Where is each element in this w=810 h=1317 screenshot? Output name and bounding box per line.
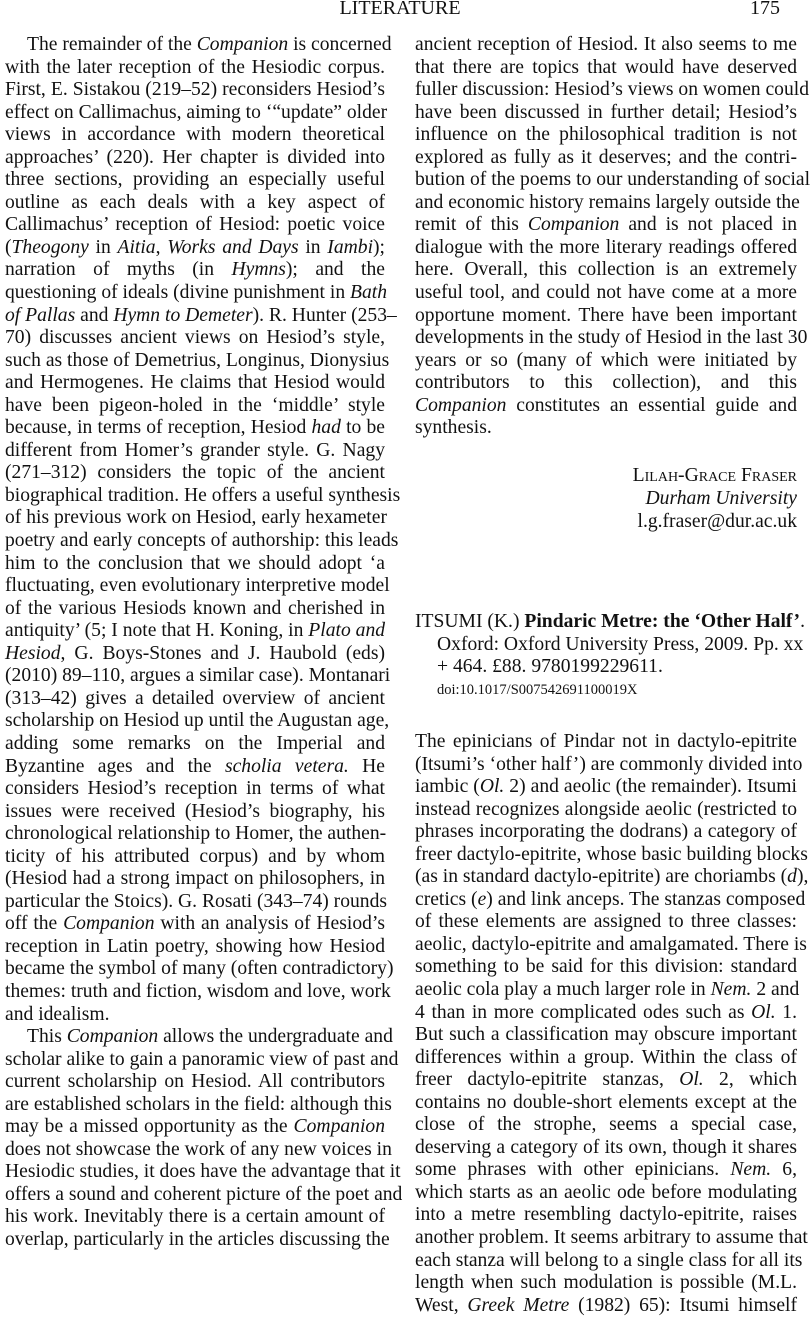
- text-line: [5, 620, 385, 643]
- text-line: [5, 1138, 392, 1162]
- running-head: LITERATURE: [339, 0, 461, 19]
- right-column-review-body: [415, 731, 809, 1317]
- text-line: [5, 79, 385, 102]
- text-line: [5, 980, 391, 1004]
- text-run: chronological relationship to Homer, the authen-: [5, 823, 387, 845]
- text-run: different from Homer’s grander style. G. Nagy: [5, 439, 385, 461]
- doi: doi:10.1017/S007542691100019X: [437, 681, 638, 698]
- text-run: explored as fully as it deserves; and the contri-: [415, 146, 797, 168]
- reviewer-name: Lilah-Grace Fraser: [632, 465, 797, 486]
- text-line: [415, 214, 797, 237]
- text-line: [415, 1159, 797, 1182]
- text-run: with the later reception of the Hesiodic corpus.: [5, 56, 385, 78]
- text-run: such as those of Demetrius, Longinus, Dionysius: [5, 349, 390, 371]
- text-line: [5, 304, 397, 328]
- text-run: some phrases with other epinicians.: [415, 1159, 731, 1181]
- italic-text: Nem.: [730, 1159, 772, 1181]
- text-run: 1.: [775, 1001, 798, 1023]
- text-line: [415, 1137, 797, 1160]
- text-run: narration of myths (in: [5, 259, 232, 281]
- text-run: which starts as an aeolic ode before modulating: [415, 1181, 797, 1203]
- title-period: .: [800, 611, 805, 632]
- text-run: became the symbol of many (often contradictory): [5, 958, 394, 980]
- text-line: [415, 1024, 797, 1047]
- text-run: Callimachus’ reception of Hesiod: poetic voice: [5, 214, 385, 236]
- text-line: [5, 890, 388, 914]
- text-line: [415, 1114, 797, 1137]
- book-author: ITSUMI (K.): [415, 611, 525, 632]
- text-run: 2) and aeolic (the remainder). Itsumi: [504, 776, 797, 798]
- text-run: , G. Boys-Stones and J. Haubold (eds): [60, 642, 385, 664]
- text-run: constitutes an essential guide and: [506, 394, 797, 416]
- text-line: [5, 801, 385, 824]
- italic-text: e: [477, 888, 487, 910]
- text-run: biographical tradition. He offers a useful synthesis: [5, 484, 401, 506]
- text-line: [5, 756, 385, 779]
- text-line: [5, 1228, 390, 1252]
- text-run: fuller discussion: Hesiod’s views on women could: [415, 79, 810, 101]
- text-run: issues were received (Hesiod’s biography, his: [5, 800, 385, 822]
- text-run: him to the conclusion that we should adopt ‘a: [5, 552, 385, 574]
- text-line: [5, 710, 390, 733]
- italic-text: d: [787, 866, 797, 888]
- text-run: He: [348, 755, 385, 777]
- italic-text: Hesiod: [5, 642, 61, 664]
- text-line: [5, 1071, 385, 1094]
- text-line: [5, 823, 385, 846]
- text-line: [5, 643, 385, 666]
- text-run: and idealism.: [5, 1003, 110, 1025]
- text-run: years or so (many of which were initiated by: [415, 349, 797, 371]
- text-run: offers a sound and coherent picture of the poet and: [5, 1183, 403, 1205]
- text-line: [415, 1272, 797, 1295]
- left-column: [5, 34, 403, 1252]
- text-line: [415, 1295, 797, 1317]
- text-line: [415, 237, 797, 260]
- text-line: [5, 1116, 385, 1139]
- text-run: antiquity’ (5; I note that H. Koning, in: [5, 620, 309, 642]
- italic-text: Bath: [350, 282, 388, 304]
- text-run: considers Hesiod’s reception in terms of what: [5, 778, 385, 800]
- text-line: [415, 305, 797, 328]
- italic-text: Theogony: [11, 236, 89, 258]
- text-line: [5, 57, 385, 80]
- text-line: [5, 733, 385, 756]
- reviewer-affiliation: Durham University: [645, 488, 797, 509]
- text-line: [5, 327, 385, 350]
- text-line: [5, 395, 385, 418]
- text-line: [5, 484, 401, 508]
- text-run: deserving a category of its own, though it shares: [415, 1136, 797, 1158]
- text-run: (as in standard dactylo-epitrite) are choriambs (: [415, 866, 788, 888]
- text-line: [415, 1092, 797, 1115]
- italic-text: Ol.: [679, 1069, 704, 1091]
- text-line: [5, 936, 385, 959]
- text-run: aeolic, dactylo-epitrite and amalgamated. There is: [415, 933, 807, 955]
- italic-text: Ol.: [479, 776, 505, 798]
- text-run: three sections, providing an especially useful: [5, 169, 385, 191]
- text-line: [5, 846, 385, 869]
- text-line: [415, 1249, 803, 1273]
- text-run: are established scholars in the field: although this: [5, 1093, 392, 1115]
- text-run: ticity of his attributed corpus) and by whom: [5, 845, 385, 867]
- text-line: [5, 958, 394, 981]
- text-run: iambic (: [415, 776, 480, 798]
- text-run: Hesiodic studies, it does have the advantage that it: [5, 1161, 401, 1183]
- text-line: [5, 124, 385, 147]
- text-run: bution of the poems to our understanding of social: [415, 169, 810, 191]
- text-line: [415, 979, 800, 1002]
- text-line: [415, 1047, 797, 1070]
- italic-text: had: [311, 417, 341, 439]
- text-run: and economic history remains largely outside the: [415, 191, 800, 213]
- text-run: 4 than in more complicated odes such as: [415, 1001, 752, 1023]
- text-run: freer dactylo-epitrite, whose basic building blocks: [415, 843, 808, 865]
- text-run: The epinicians of Pindar not in dactylo-epitrite: [415, 731, 797, 752]
- text-line: [5, 372, 385, 395]
- text-run: influence on the philosophical tradition is not: [415, 124, 797, 146]
- text-line: [415, 1002, 797, 1025]
- text-line: [415, 933, 807, 957]
- text-line: [415, 843, 808, 867]
- italic-text: of Pallas: [5, 304, 76, 326]
- text-line: [415, 124, 797, 147]
- text-line: [5, 440, 385, 463]
- text-line: [5, 417, 385, 440]
- text-line: [5, 237, 385, 260]
- text-line: [415, 57, 797, 80]
- text-line: [415, 821, 797, 844]
- text-line: [415, 799, 797, 822]
- text-run: 2 and: [751, 979, 800, 1001]
- text-run: opportune moment. There have been important: [415, 304, 797, 326]
- text-run: aeolic cola play a much larger role in: [415, 979, 711, 1001]
- text-run: with an analysis of Hesiod’s: [154, 913, 385, 935]
- text-run: allows the undergraduate and: [158, 1026, 393, 1048]
- text-line: [415, 417, 797, 440]
- text-run: something to be said for this division: standard: [415, 956, 797, 978]
- text-line: [415, 282, 797, 305]
- text-run: may be a missed opportunity as the: [5, 1116, 294, 1138]
- text-line: [5, 553, 385, 576]
- text-run: to be: [340, 417, 385, 439]
- text-run: particular the Stoics). G. Rosati (343–74) rounds: [5, 890, 388, 912]
- text-run: First, E. Sistakou (219–52) reconsiders Hesiod’s: [5, 79, 385, 101]
- text-run: developments in the study of Hesiod in the last 30: [415, 327, 808, 349]
- text-line: [415, 1204, 797, 1227]
- text-run: and is not placed in: [619, 214, 797, 236]
- text-line: [415, 731, 797, 754]
- text-line: [5, 868, 385, 891]
- text-line: [415, 102, 797, 125]
- italic-text: Companion: [293, 1116, 385, 1138]
- text-run: This: [27, 1026, 67, 1048]
- text-run: 70) discusses ancient views on Hesiod’s style,: [5, 327, 385, 349]
- publisher-line: Oxford: Oxford University Press, 2009. Pp. xx: [437, 633, 804, 655]
- reviewer-signature: [415, 464, 797, 533]
- text-run: 6,: [771, 1159, 798, 1181]
- text-line: [415, 372, 797, 395]
- italic-text: Works and Days: [167, 236, 299, 258]
- text-line: [415, 259, 797, 282]
- text-run: off the: [5, 913, 64, 935]
- text-run: length when such modulation is possible (M.L.: [415, 1272, 797, 1294]
- book-title: Pindaric Metre: the ‘Other Half’: [524, 611, 801, 632]
- text-run: themes: truth and fiction, wisdom and love, work: [5, 980, 391, 1002]
- text-line: [5, 101, 388, 125]
- italic-text: Iambi: [327, 236, 374, 258]
- text-line: [5, 1183, 403, 1207]
- text-line: [5, 507, 385, 530]
- text-line: [5, 1004, 385, 1027]
- text-line: [415, 888, 806, 912]
- text-run: ) and link anceps. The stanzas composed: [486, 888, 806, 910]
- text-run: effect on Callimachus, aiming to ‘“update” older: [5, 101, 388, 123]
- text-run: and Hermogenes. He claims that Hesiod would: [5, 372, 385, 394]
- text-line: [5, 778, 385, 801]
- text-run: in: [88, 236, 118, 258]
- text-run: 2, which: [703, 1069, 797, 1091]
- text-line: [5, 1026, 393, 1049]
- text-run: scholar alike to gain a panoramic view of past and: [5, 1048, 399, 1070]
- text-run: here. Overall, this collection is an extremely: [415, 259, 797, 281]
- text-run: (Hesiod had a strong impact on philosophers, in: [5, 868, 385, 890]
- text-run: poetry and early concepts of authorship: this leads: [5, 530, 399, 552]
- text-line: [5, 1048, 399, 1072]
- text-run: differences within a group. Within the class of: [415, 1046, 797, 1068]
- text-run: current scholarship on Hesiod. All contributors: [5, 1071, 385, 1093]
- text-line: [5, 169, 385, 192]
- text-line: [415, 327, 808, 350]
- text-line: [5, 688, 385, 711]
- text-line: [415, 776, 797, 799]
- italic-text: Companion: [415, 394, 507, 416]
- text-line: [5, 1206, 385, 1229]
- text-line: [5, 665, 391, 688]
- text-line: [415, 191, 800, 215]
- text-run: each stanza will belong to a single class for all its: [415, 1249, 803, 1271]
- text-run: But such a classification may obscure important: [415, 1024, 797, 1046]
- text-run: is concerned: [288, 34, 392, 55]
- italic-text: Nem.: [710, 979, 752, 1001]
- italic-text: Companion: [527, 214, 620, 236]
- text-run: of the various Hesiods known and cherished in: [5, 597, 385, 619]
- text-line: [5, 913, 385, 936]
- text-line: [5, 192, 385, 215]
- text-run: useful tool, and could not have come at a more: [415, 282, 797, 304]
- italic-text: Companion: [66, 1026, 159, 1048]
- text-run: outline as each deals with a key aspect of: [5, 191, 385, 213]
- text-run: ). R. Hunter (253–: [252, 304, 397, 326]
- text-line: [415, 753, 803, 777]
- text-line: [5, 214, 385, 237]
- text-line: [5, 1093, 392, 1117]
- text-run: does not showcase the work of any new voices in: [5, 1138, 392, 1160]
- text-run: reception in Latin poetry, showing how Hesiod: [5, 935, 385, 957]
- italic-text: Plato and: [308, 620, 386, 642]
- text-line: [415, 147, 797, 170]
- text-run: have been discussed in further detail; Hesiod’s: [415, 101, 797, 123]
- text-run: that there are topics that would have deserved: [415, 56, 797, 78]
- text-line: [415, 1227, 808, 1250]
- details-line: + 464. £88. 9780199229611.: [437, 656, 663, 678]
- text-run: ),: [796, 866, 809, 888]
- text-run: of his previous work on Hesiod, early hexameter: [5, 507, 387, 529]
- text-run: have been pigeon-holed in the ‘middle’ style: [5, 394, 385, 416]
- text-run: (: [5, 236, 12, 258]
- page-number: 175: [750, 0, 780, 19]
- text-run: ,: [155, 236, 168, 258]
- text-run: contains no double-short elements except at the: [415, 1091, 797, 1113]
- text-run: overlap, particularly in the articles discussing the: [5, 1228, 390, 1250]
- text-run: (2010) 89–110, argues a similar case). Montanari: [5, 665, 391, 687]
- text-run: scholarship on Hesiod up until the Augustan age,: [5, 710, 390, 732]
- review-bibliographic-entry: [415, 611, 805, 701]
- text-run: (313–42) gives a detailed overview of ancient: [5, 687, 385, 709]
- text-line: [5, 1161, 401, 1184]
- text-run: and: [75, 304, 114, 326]
- text-line: [415, 350, 797, 373]
- text-run: Byzantine ages and the: [5, 755, 225, 777]
- text-line: [5, 259, 385, 282]
- text-run: (1982) 65): Itsumi himself: [569, 1294, 797, 1316]
- text-run: contributors to this collection), and this: [415, 372, 797, 394]
- text-line: [5, 349, 390, 373]
- text-run: another problem. It seems arbitrary to assume that: [415, 1227, 808, 1249]
- text-run: (Itsumi’s ‘other half’) are commonly divided into: [415, 753, 803, 775]
- text-run: West,: [415, 1294, 468, 1316]
- italic-text: Aitia: [117, 236, 156, 258]
- text-line: [415, 34, 797, 57]
- text-run: instead recognizes alongside aeolic (restricted to: [415, 798, 797, 820]
- text-line: [5, 282, 388, 305]
- text-run: ); and the: [285, 259, 385, 281]
- text-line: [5, 530, 399, 553]
- text-run: remit of this: [415, 214, 528, 236]
- text-line: [415, 1182, 797, 1205]
- italic-text: scholia vetera.: [224, 755, 349, 777]
- text-run: dialogue with the more literary readings offered: [415, 236, 797, 258]
- text-line: [415, 866, 809, 889]
- italic-text: Hymns: [231, 259, 286, 281]
- right-column-review-conclusion: [415, 34, 810, 440]
- text-run: because, in terms of reception, Hesiod: [5, 417, 312, 439]
- text-run: synthesis.: [415, 417, 492, 439]
- text-run: of these elements are assigned to three classes:: [415, 911, 797, 933]
- text-run: his work. Inevitably there is a certain amount of: [5, 1206, 385, 1228]
- italic-text: Greek Metre: [467, 1294, 570, 1316]
- italic-text: Companion: [196, 34, 289, 55]
- text-line: [415, 956, 797, 979]
- text-run: fluctuating, even evolutionary interpretive model: [5, 575, 390, 597]
- text-run: phrases incorporating the dodrans) a category of: [415, 821, 797, 843]
- text-run: The remainder of the: [27, 34, 197, 55]
- text-line: [5, 598, 385, 621]
- text-run: ancient reception of Hesiod. It also seems to me: [415, 34, 797, 55]
- text-line: [415, 911, 797, 934]
- text-line: [415, 1069, 797, 1092]
- italic-text: Companion: [63, 913, 155, 935]
- text-run: close of the strophe, seems a special case,: [415, 1114, 797, 1136]
- text-line: [415, 169, 810, 192]
- text-run: in: [298, 236, 328, 258]
- text-run: (271–312) considers the topic of the ancient: [5, 462, 385, 484]
- text-line: [415, 395, 797, 418]
- reviewer-email: l.g.fraser@dur.ac.uk: [637, 511, 797, 532]
- text-run: questioning of ideals (divine punishment in: [5, 282, 351, 304]
- text-run: views in accordance with modern theoretical: [5, 124, 385, 146]
- text-run: cretics (: [415, 888, 478, 910]
- text-run: freer dactylo-epitrite stanzas,: [415, 1069, 680, 1091]
- text-line: [5, 575, 390, 598]
- italic-text: Hymn to Demeter: [113, 304, 253, 326]
- text-run: );: [373, 236, 385, 258]
- italic-text: Ol.: [751, 1001, 776, 1023]
- text-line: [5, 462, 385, 485]
- text-run: approaches’ (220). Her chapter is divided into: [5, 146, 385, 168]
- text-line: [5, 34, 392, 57]
- text-line: [5, 147, 385, 170]
- text-run: into a metre resembling dactylo-epitrite, raises: [415, 1204, 797, 1226]
- text-line: [415, 79, 810, 102]
- text-run: adding some remarks on the Imperial and: [5, 732, 385, 754]
